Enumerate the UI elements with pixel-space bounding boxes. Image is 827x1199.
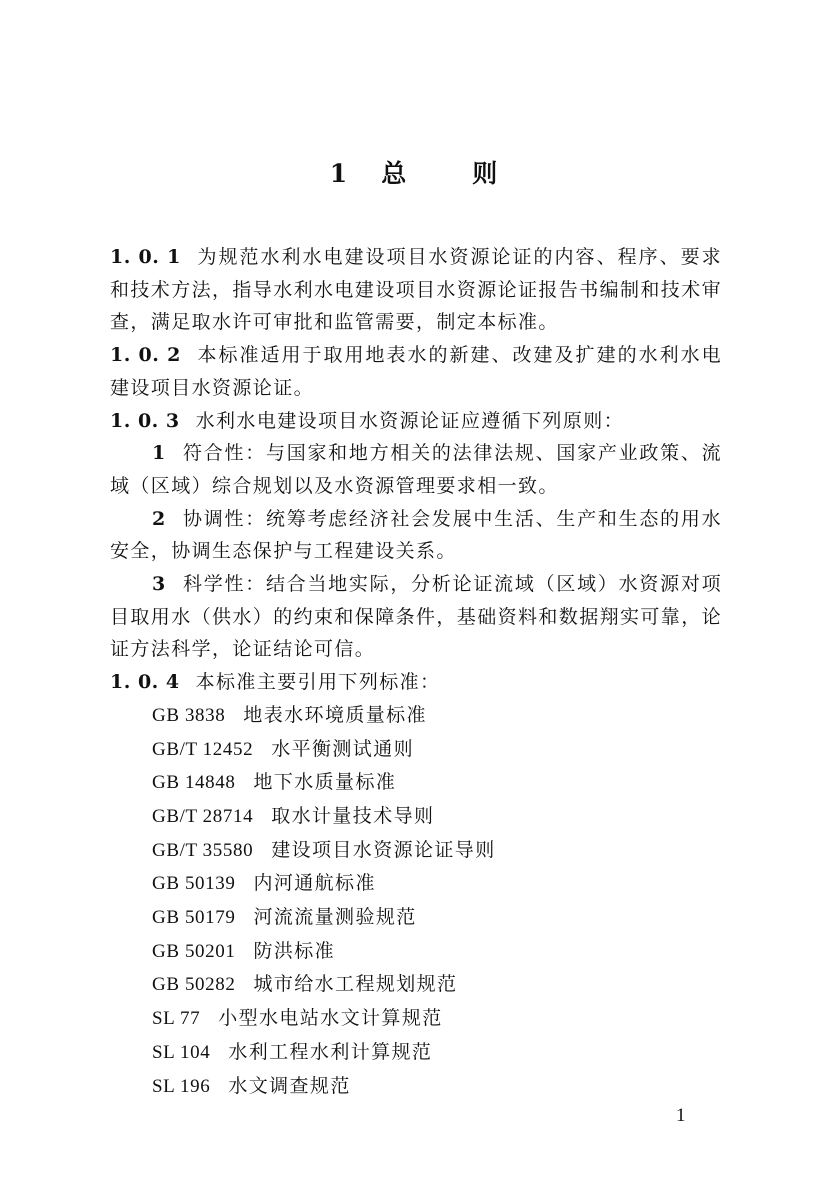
list-item [110,699,722,733]
standard-code: GB 50201 [152,940,236,962]
clause-number: 1. 0. 3 [110,409,180,432]
standard-name: 地下水质量标准 [253,771,397,794]
standard-name: 水利工程水利计算规范 [228,1040,433,1063]
item-text: 符合性：与国家和地方相关的法律法规、国家产业政策、流域（区域）综合规划以及水资源管理要求相一致。 [110,442,722,497]
list-item [110,1070,722,1104]
list-item [110,766,722,800]
chapter-body [110,241,722,1103]
list-item [110,867,722,901]
standard-name: 河流流量测验规范 [253,906,417,929]
list-item [110,834,722,868]
standard-code: SL 104 [152,1041,211,1063]
clause-number: 1. 0. 4 [110,671,180,694]
page-number: 1 [676,1105,686,1126]
standard-code: GB/T 28714 [152,805,254,827]
clause-text: 本标准主要引用下列标准： [195,671,441,694]
clause-number: 1. 0. 2 [110,344,181,367]
standard-code: GB 50179 [152,907,236,929]
standard-code: GB/T 35580 [152,839,254,861]
standard-code: GB 14848 [152,772,236,794]
list-item [110,901,722,935]
standard-name: 水平衡测试通则 [271,737,414,760]
standard-code: GB 50139 [152,873,236,895]
clause-1-0-1 [110,241,722,339]
clause-1-0-3 [110,405,722,438]
standard-name: 地表水环境质量标准 [243,703,427,726]
list-item [110,800,722,834]
clause-text: 水利水电建设项目水资源论证应遵循下列原则： [195,409,625,432]
standard-name: 水文调查规范 [228,1074,351,1097]
item-text: 科学性：结合当地实际，分析论证流域（区域）水资源对项目取用水（供水）的约束和保障条件，基础资料和数据翔实可靠，论证方法科学，论证结论可信。 [110,573,723,661]
item-number: 2 [152,507,167,530]
standard-code: SL 77 [152,1008,201,1030]
standard-name: 城市给水工程规划规范 [253,973,458,996]
standard-name: 防洪标准 [253,939,336,962]
clause-1-0-4 [110,666,722,699]
referenced-standards-list [110,699,722,1103]
list-item [110,1036,722,1070]
chapter-number: 1 [329,159,348,188]
chapter-title-part2: 则 [472,159,498,188]
principle-item-1 [110,437,722,502]
item-number: 3 [152,573,167,596]
standard-code: GB 3838 [152,704,226,726]
standard-code: GB/T 12452 [152,738,254,760]
list-item [110,968,722,1002]
standard-name: 内河通航标准 [253,872,376,895]
chapter-title-part1: 总 [381,159,407,188]
clause-1-0-2 [110,339,722,404]
list-item [110,733,722,767]
principle-item-2 [110,503,722,568]
standard-name: 小型水电站水文计算规范 [218,1007,443,1030]
item-text: 协调性：统筹考虑经济社会发展中生活、生产和生态的用水安全，协调生态保护与工程建设关系。 [110,507,722,563]
standard-name: 取水计量技术导则 [271,804,435,827]
principle-item-3 [110,568,722,666]
list-item [110,1002,722,1036]
clause-number: 1. 0. 1 [110,246,181,268]
clause-text: 为规范水利水电建设项目水资源论证的内容、程序、要求和技术方法，指导水利水电建设项目水资源论证报告书编制和技术审查，满足取水许可审批和监管需要，制定本标准。 [110,246,723,334]
chapter-title [0,158,827,190]
clause-text: 本标准适用于取用地表水的新建、改建及扩建的水利水电建设项目水资源论证。 [110,344,722,399]
standard-name: 建设项目水资源论证导则 [271,838,496,861]
standard-code: SL 196 [152,1075,211,1097]
standard-code: GB 50282 [152,974,236,996]
item-number: 1 [152,442,167,465]
list-item [110,935,722,969]
